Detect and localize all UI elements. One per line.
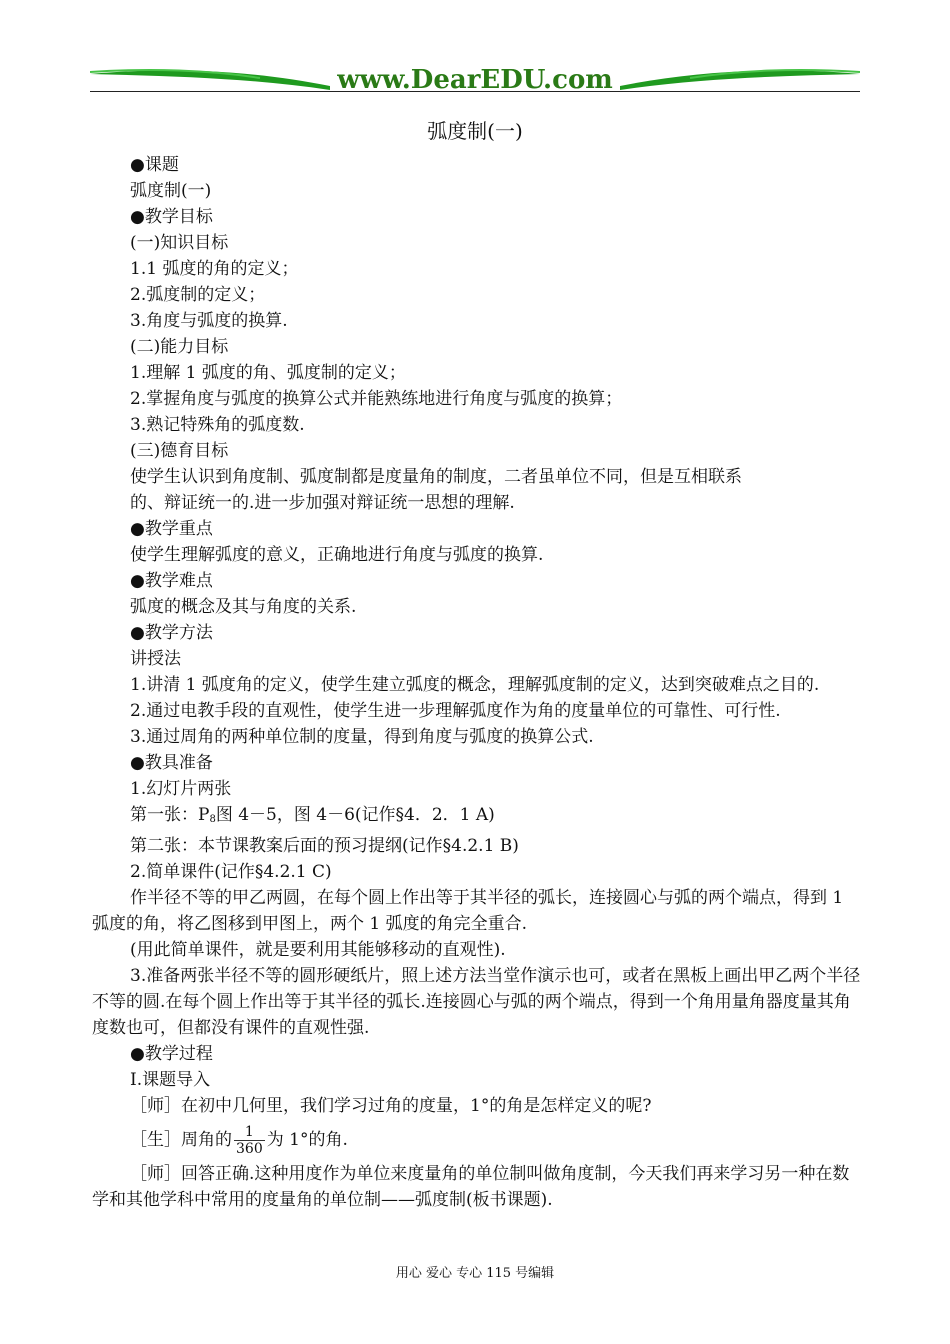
student-answer: ［生］周角的 $\frac{1}{360}$ 为 1°的角. [130,1124,348,1157]
text-line: ●教学难点 [130,571,213,591]
text-line: 1.理解 1 弧度的角、弧度制的定义； [130,363,406,383]
text-line: 弧度的概念及其与角度的关系. [130,597,357,617]
fraction: $\frac{1}{360}$ [236,1124,263,1157]
text-line: ●教学重点 [130,519,213,539]
logo-text: www.DearEDU.com [337,65,613,95]
subscript: 8 [209,814,216,825]
tools-item-2: 2.简单课件(记作§4.2.1 C) [130,862,332,882]
method-paragraph: 2.通过电教手段的直观性，使学生进一步理解弧度作为角的度量单位的可靠性、可行性. [130,701,781,721]
text-line: 3.熟记特殊角的弧度数. [130,415,305,435]
method-paragraph: 3.通过周角的两种单位制的度量，得到角度与弧度的换算公式. [130,727,594,747]
slide-2-line: 第二张：本节课教案后面的预习提纲(记作§4.2.1 B) [130,836,519,856]
process-step-1: Ⅰ.课题导入 [130,1070,211,1090]
method-paragraph: 1.讲清 1 弧度角的定义，使学生建立弧度的概念，理解弧度制的定义，达到突破难点之目的. [130,675,820,695]
teacher-question: ［师］在初中几何里，我们学习过角的度量，1°的角是怎样定义的呢? [130,1096,652,1116]
text-line: ●教学方法 [130,623,213,643]
text-line: 使学生理解弧度的意义，正确地进行角度与弧度的换算. [130,545,544,565]
tool-paragraph: 3.准备两张半径不等的圆形硬纸片，照上述方法当堂作演示也可，或者在黑板上画出甲乙两个半径不等的圆.在每个圆上作出等于其半径的弧长.连接圆心与弧的两个端点，得到一个角用量角器度量其角度数也可，但都没有课件的直观性强. [92,966,861,1038]
text-line: 3.角度与弧度的换算. [130,311,288,331]
text-line: 使学生认识到角度制、弧度制都是度量角的制度，二者虽单位不同，但是互相联系 [130,467,742,487]
section-heading-process: ●教学过程 [130,1044,213,1064]
text-line: 2.弧度制的定义； [130,285,266,305]
document-body [92,152,862,1213]
section-heading-tools: ●教具准备 [130,753,213,773]
text-line: (二)能力目标 [130,337,229,357]
tools-item-1: 1.幻灯片两张 [130,779,232,799]
slide-1-line: 第一张：$P_8$图 4－5，图 4－6(记作§4．2．1 A) [130,805,495,825]
text-line: 1.1 弧度的角的定义； [130,259,299,279]
tool-paragraph: (用此简单课件，就是要利用其能够移动的直观性). [130,940,506,960]
tool-paragraph: 作半径不等的甲乙两圆，在每个圆上作出等于其半径的弧长，连接圆心与弧的两个端点，得到 1 弧度的角，将乙图移到甲图上，两个 1 弧度的角完全重合. [92,888,844,934]
page-footer: 用心 爱心 专心 115 号编辑 [395,1266,555,1281]
text-line: 2.掌握角度与弧度的换算公式并能熟练地进行角度与弧度的换算； [130,389,623,409]
text-line: 弧度制(一) [130,181,212,201]
text-line: (一)知识目标 [130,233,229,253]
text-line: ●教学目标 [130,207,213,227]
teacher-response: ［师］回答正确.这种用度作为单位来度量角的单位制叫做角度制，今天我们再来学习另一种在数学和其他学科中常用的度量角的单位制——弧度制(板书课题). [92,1164,850,1210]
text-line: ●课题 [130,155,179,175]
text-line: 的、辩证统一的.进一步加强对辩证统一思想的理解. [130,493,515,513]
document-title: 弧度制(一) [427,119,523,143]
header-rule [90,91,860,92]
text-line: (三)德育目标 [130,441,229,461]
text-line: 讲授法 [130,649,181,669]
